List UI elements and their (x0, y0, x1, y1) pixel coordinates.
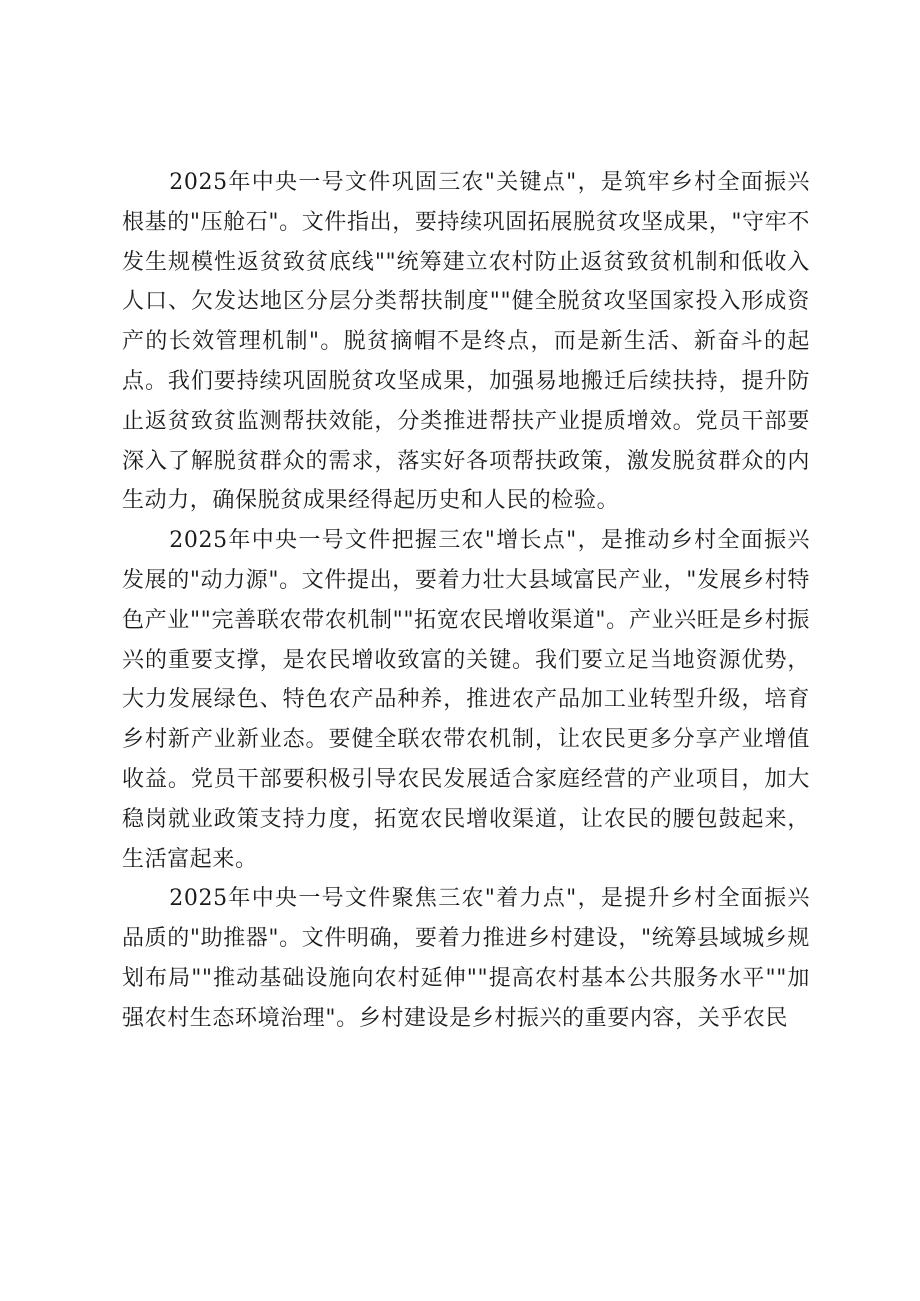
paragraph-growth-point: 2025年中央一号文件把握三农"增长点"，是推动乡村全面振兴发展的"动力源"。文件提出，要着力壮大县域富民产业，"发展乡村特色产业""完善联农带农机制""拓宽农民增收渠道"。产业兴旺是乡村振兴的重要支撑，是农民增收致富的关键。我们要立足当地资源优势，大力发展绿色、特色农产品种养，推进农产品加工业转型升级，培育乡村新产业新业态。要健全联农带农机制，让农民更多分享产业增值收益。党员干部要积极引导农民发展适合家庭经营的产业项目，加大稳岗就业政策支持力度，拓宽农民增收渠道，让农民的腰包鼓起来，生活富起来。 (122, 528, 810, 872)
paragraph-consolidate-key-point: 2025年中央一号文件巩固三农"关键点"，是筑牢乡村全面振兴根基的"压舱石"。文件指出，要持续巩固拓展脱贫攻坚成果，"守牢不发生规模性返贫致贫底线""统筹建立农村防止返贫致贫机制和低收入人口、欠发达地区分层分类帮扶制度""健全脱贫攻坚国家投入形成资产的长效管理机制"。脱贫摘帽不是终点，而是新生活、新奋斗的起点。我们要持续巩固脱贫攻坚成果，加强易地搬迁后续扶持，提升防止返贫致贫监测帮扶效能，分类推进帮扶产业提质增效。党员干部要深入了解脱贫群众的需求，落实好各项帮扶政策，激发脱贫群众的内生动力，确保脱贫成果经得起历史和人民的检验。 (122, 170, 810, 514)
document-body (122, 163, 810, 1039)
paragraph-focus-point: 2025年中央一号文件聚焦三农"着力点"，是提升乡村全面振兴品质的"助推器"。文件明确，要着力推进乡村建设，"统筹县域城乡规划布局""推动基础设施向农村延伸""提高农村基本公共服务水平""加强农村生态环境治理"。乡村建设是乡村振兴的重要内容，关乎农民 (122, 886, 810, 1031)
